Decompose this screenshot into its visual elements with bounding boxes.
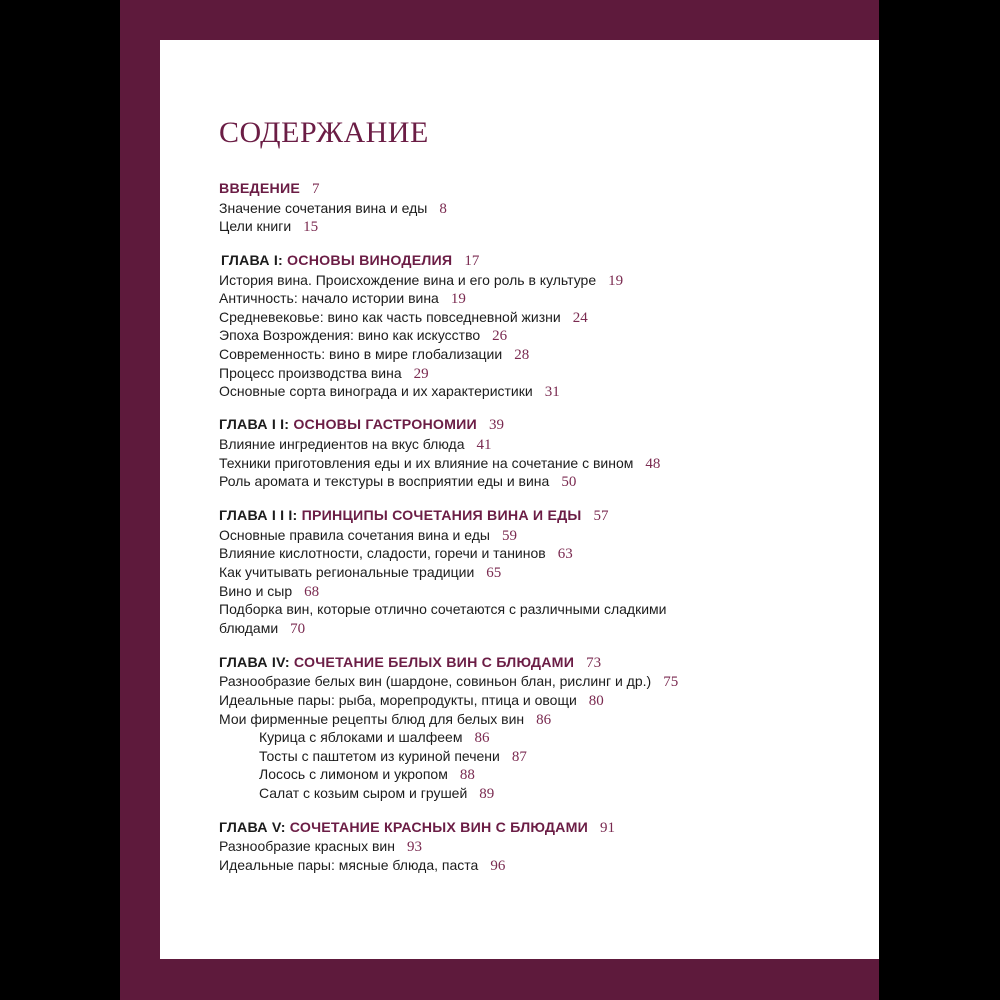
- toc-chapter-prefix: ГЛАВА IV:: [219, 655, 294, 671]
- toc-page-number: 26: [492, 328, 508, 344]
- toc-page-number: 80: [588, 693, 604, 709]
- toc-entry-text: Идеальные пары: мясные блюда, паста: [219, 857, 479, 873]
- toc-page-number: 48: [645, 456, 661, 472]
- toc-page-number: 31: [544, 384, 560, 400]
- toc-entry: [219, 345, 529, 364]
- toc-entry: [219, 619, 305, 638]
- toc-entry: [219, 199, 447, 218]
- toc-entry: [219, 691, 604, 710]
- toc-page-number: 63: [557, 546, 573, 562]
- toc-heading-title: ВВЕДЕНИЕ: [219, 181, 301, 197]
- toc-heading-title: СОЧЕТАНИЕ БЕЛЫХ ВИН С БЛЮДАМИ: [293, 655, 575, 671]
- toc-intro-heading: [219, 180, 320, 199]
- toc-entry-text: Курица с яблоками и шалфеем: [259, 729, 463, 745]
- toc-entry: [219, 856, 505, 875]
- toc-page-number: 28: [514, 347, 530, 363]
- toc-heading-title: ОСНОВЫ ГАСТРОНОМИИ: [293, 417, 477, 433]
- toc-page-number: 19: [608, 273, 624, 289]
- toc-entry: [219, 526, 517, 545]
- toc-page-number: 89: [479, 786, 495, 802]
- toc-entry-text: Техники приготовления еды и их влияние на сочетание с вином: [219, 455, 634, 471]
- toc-entry: [219, 326, 507, 345]
- toc-chapter-5-heading: [219, 819, 615, 838]
- toc-entry-text: Мои фирменные рецепты блюд для белых вин: [219, 711, 525, 727]
- toc-entry: [219, 435, 492, 454]
- toc-entry-text: Салат с козьим сыром и грушей: [259, 785, 468, 801]
- toc-entry-text: Цели книги: [219, 218, 292, 234]
- toc-entry: [219, 382, 560, 401]
- toc-entry: [219, 472, 576, 491]
- toc-entry-text: Основные сорта винограда и их характеристики: [219, 383, 533, 399]
- toc-page-number: 73: [586, 655, 602, 671]
- toc-entry: [219, 364, 429, 383]
- toc-entry-text: Роль аромата и текстуры в восприятии еды и вина: [219, 473, 550, 489]
- toc-entry: [219, 710, 551, 729]
- toc-entry-text: Современность: вино в мире глобализации: [219, 346, 503, 362]
- toc-page-number: 29: [413, 366, 429, 382]
- toc-entry: [219, 544, 573, 563]
- toc-entry-text: Как учитывать региональные традиции: [219, 564, 475, 580]
- toc-chapter-prefix: ГЛАВА I I I:: [219, 508, 302, 524]
- toc-page-number: 50: [561, 474, 577, 490]
- toc-entry: [219, 271, 623, 290]
- toc-page-number: 41: [476, 437, 492, 453]
- toc-entry: [219, 672, 678, 691]
- toc-chapter-4-heading: [219, 654, 601, 673]
- toc-entry: [219, 308, 588, 327]
- toc-page-number: 91: [600, 820, 616, 836]
- toc-page-number: 70: [290, 621, 306, 637]
- toc-chapter-prefix: ГЛАВА I I:: [219, 417, 294, 433]
- toc-page-number: 39: [488, 417, 504, 433]
- toc-page-number: 96: [490, 858, 506, 874]
- toc-entry: [219, 454, 660, 473]
- toc-page-number: 75: [663, 674, 679, 690]
- toc-entry-text: блюдами: [219, 620, 279, 636]
- toc-page-number: 24: [572, 310, 588, 326]
- toc-chapter-1-heading: [221, 252, 479, 271]
- toc-page-number: 65: [486, 565, 502, 581]
- toc-entry-text: Процесс производства вина: [219, 365, 402, 381]
- toc-page-number: 86: [536, 712, 552, 728]
- toc-entry: [219, 289, 466, 308]
- toc-page-number: 59: [501, 528, 517, 544]
- toc-entry-text: Значение сочетания вина и еды: [219, 200, 428, 216]
- toc-subentry: [259, 747, 527, 766]
- toc-entry-text: Эпоха Возрождения: вино как искусство: [219, 327, 481, 343]
- toc-page-number: 88: [459, 767, 475, 783]
- toc-title: СОДЕРЖАНИЕ: [219, 116, 429, 149]
- toc-page-number: 17: [464, 253, 480, 269]
- toc-heading-title: СОЧЕТАНИЕ КРАСНЫХ ВИН С БЛЮДАМИ: [289, 820, 589, 836]
- toc-subentry: [259, 784, 494, 803]
- toc-page-number: 68: [304, 584, 320, 600]
- toc-entry-text: Вино и сыр: [219, 583, 293, 599]
- toc-entry-text: Тосты с паштетом из куриной печени: [259, 748, 500, 764]
- toc-entry-text: Идеальные пары: рыба, морепродукты, птица и овощи: [219, 692, 577, 708]
- toc-entry-text: Разнообразие красных вин: [219, 838, 395, 854]
- toc-chapter-prefix: ГЛАВА V:: [219, 820, 290, 836]
- toc-entry-text: Влияние ингредиентов на вкус блюда: [219, 436, 465, 452]
- toc-page-number: 87: [511, 749, 527, 765]
- toc-entry: [219, 837, 422, 856]
- toc-entry-text: Разнообразие белых вин (шардоне, совиньон блан, рислинг и др.): [219, 673, 652, 689]
- toc-entry-text: Античность: начало истории вина: [219, 290, 439, 306]
- toc-entry-text: Лосось с лимоном и укропом: [259, 766, 448, 782]
- toc-chapter-prefix: ГЛАВА I:: [221, 253, 288, 269]
- toc-entry: [219, 217, 318, 236]
- toc-subentry: [259, 765, 475, 784]
- toc-entry: [219, 600, 666, 619]
- toc-page-number: 8: [439, 201, 447, 217]
- toc-page-number: 19: [450, 291, 466, 307]
- toc-heading-title: ОСНОВЫ ВИНОДЕЛИЯ: [287, 253, 453, 269]
- toc-subentry: [259, 728, 489, 747]
- toc-chapter-2-heading: [219, 416, 504, 435]
- toc-chapter-3-heading: [219, 507, 609, 526]
- toc-entry-text: Влияние кислотности, сладости, горечи и танинов: [219, 545, 546, 561]
- toc-entry-text: Подборка вин, которые отлично сочетаются с различными сладкими: [219, 601, 667, 617]
- toc-page-number: 93: [406, 839, 422, 855]
- toc-entry-text: Основные правила сочетания вина и еды: [219, 527, 490, 543]
- toc-entry-text: Средневековье: вино как часть повседневной жизни: [219, 309, 561, 325]
- toc-page-number: 57: [593, 508, 609, 524]
- toc-heading-title: ПРИНЦИПЫ СОЧЕТАНИЯ ВИНА И ЕДЫ: [301, 508, 582, 524]
- toc-page-number: 86: [474, 730, 490, 746]
- toc-entry-text: История вина. Происхождение вина и его роль в культуре: [219, 272, 597, 288]
- toc-page-number: 15: [303, 219, 319, 235]
- toc-entry: [219, 563, 501, 582]
- toc-page-number: 7: [312, 181, 320, 197]
- toc-entry: [219, 582, 319, 601]
